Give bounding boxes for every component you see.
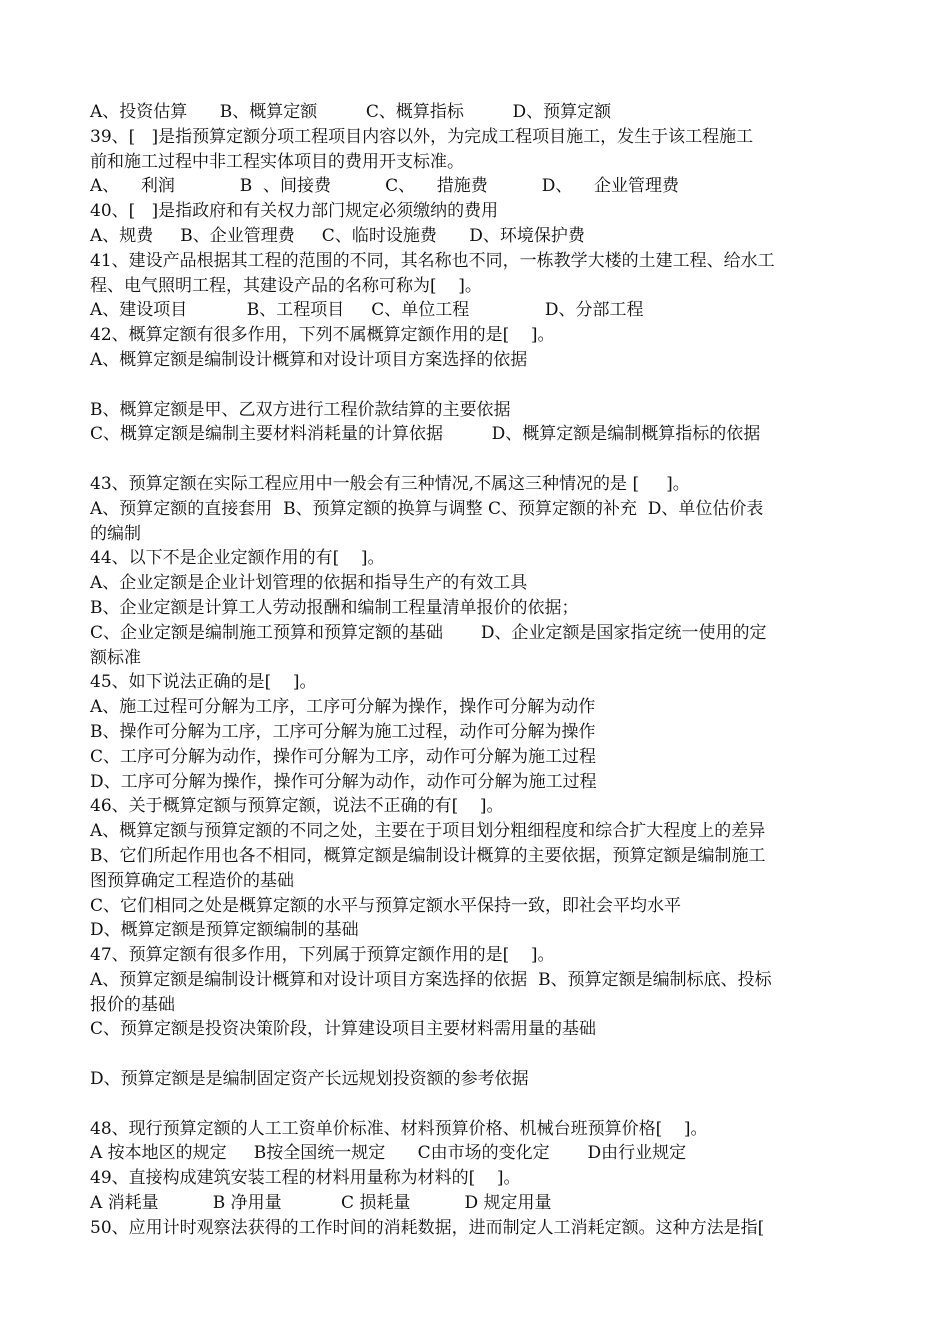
text-line: 46、关于概算定额与预算定额，说法不正确的有[ ]。 [90, 796, 504, 817]
text-line: A、概算定额与预算定额的不同之处，主要在于项目划分粗细程度和综合扩大程度上的差异 [90, 821, 766, 842]
text-line: C、预算定额是投资决策阶段，计算建设项目主要材料需用量的基础 [90, 1019, 597, 1040]
text-line: 39、[ ]是指预算定额分项工程项目内容以外，为完成工程项目施工，发生于该工程施工 [90, 126, 754, 147]
text-line: 49、直接构成建筑安装工程的材料用量称为材料的[ ]。 [90, 1168, 521, 1189]
text-line: C、概算定额是编制主要材料消耗量的计算依据 D、概算定额是编制概算指标的依据 [90, 424, 761, 445]
text-line: 前和施工过程中非工程实体项目的费用开支标准。 [90, 151, 464, 172]
text-line: 图预算确定工程造价的基础 [90, 870, 294, 891]
blank-line [90, 1042, 865, 1067]
text-line: 报价的基础 [90, 994, 175, 1015]
document-body [90, 100, 865, 1241]
text-line: A、企业定额是企业计划管理的依据和指导生产的有效工具 [90, 573, 528, 594]
text-line: B、概算定额是甲、乙双方进行工程价款结算的主要依据 [90, 399, 511, 420]
text-line: A 消耗量 B 净用量 C 损耗量 D 规定用量 [90, 1193, 552, 1214]
text-line: A、建设项目 B、工程项目 C、单位工程 D、分部工程 [90, 300, 644, 321]
text-line: C、企业定额是编制施工预算和预算定额的基础 D、企业定额是国家指定统一使用的定 [90, 622, 767, 643]
text-line: 50、应用计时观察法获得的工作时间的消耗数据，进而制定人工消耗定额。这种方法是指[ [90, 1217, 765, 1238]
text-line: A、投资估算 B、概算定额 C、概算指标 D、预算定额 [90, 102, 612, 122]
text-line: 43、预算定额在实际工程应用中一般会有三种情况,不属这三种情况的是 [ ]。 [90, 473, 690, 494]
text-line: B、操作可分解为工序，工序可分解为施工过程，动作可分解为操作 [90, 721, 596, 742]
text-line: C、它们相同之处是概算定额的水平与预算定额水平保持一致，即社会平均水平 [90, 895, 682, 916]
text-line: D、预算定额是是编制固定资产长远规划投资额的参考依据 [90, 1069, 529, 1090]
text-line: 47、预算定额有很多作用，下列属于预算定额作用的是[ ]。 [90, 945, 555, 966]
text-line: A、概算定额是编制设计概算和对设计项目方案选择的依据 [90, 349, 528, 370]
blank-line [90, 447, 865, 472]
text-line: 41、建设产品根据其工程的范围的不同，其名称也不同，一栋教学大楼的土建工程、给水工 [90, 250, 775, 271]
text-line: A、预算定额的直接套用 B、预算定额的换算与调整 C、预算定额的补充 D、单位估价表 [90, 498, 764, 519]
text-line: 42、概算定额有很多作用，下列不属概算定额作用的是[ ]。 [90, 325, 555, 346]
text-line: 40、[ ]是指政府和有关权力部门规定必须缴纳的费用 [90, 201, 499, 222]
text-line: 44、以下不是企业定额作用的有[ ]。 [90, 548, 385, 569]
text-line: 的编制 [90, 523, 141, 544]
text-line: A、施工过程可分解为工序，工序可分解为操作，操作可分解为动作 [90, 697, 596, 718]
text-line: D、工序可分解为操作，操作可分解为动作，动作可分解为施工过程 [90, 771, 597, 792]
text-line: C、工序可分解为动作，操作可分解为工序，动作可分解为施工过程 [90, 746, 597, 767]
text-line: 额标准 [90, 647, 141, 668]
text-line: D、概算定额是预算定额编制的基础 [90, 920, 359, 941]
text-line: A、预算定额是编制设计概算和对设计项目方案选择的依据 B、预算定额是编制标底、投标 [90, 969, 772, 990]
text-line: B、企业定额是计算工人劳动报酬和编制工程量清单报价的依据； [90, 597, 579, 618]
text-line: 48、现行预算定额的人工工资单价标准、材料预算价格、机械台班预算价格[ ]。 [90, 1118, 708, 1139]
text-line: A、规费 B、企业管理费 C、临时设施费 D、环境保护费 [90, 225, 585, 246]
text-line: 45、如下说法正确的是[ ]。 [90, 672, 317, 693]
text-line: A、 利润 B 、间接费 C、 措施费 D、 企业管理费 [90, 176, 679, 197]
blank-line [90, 1092, 865, 1117]
text-line: B、它们所起作用也各不相同，概算定额是编制设计概算的主要依据，预算定额是编制施工 [90, 845, 766, 866]
text-line: 程、电气照明工程，其建设产品的名称可称为[ ]。 [90, 275, 482, 296]
text-line: A 按本地区的规定 B按全国统一规定 C由市场的变化定 D由行业规定 [90, 1143, 687, 1164]
blank-line [90, 373, 865, 398]
